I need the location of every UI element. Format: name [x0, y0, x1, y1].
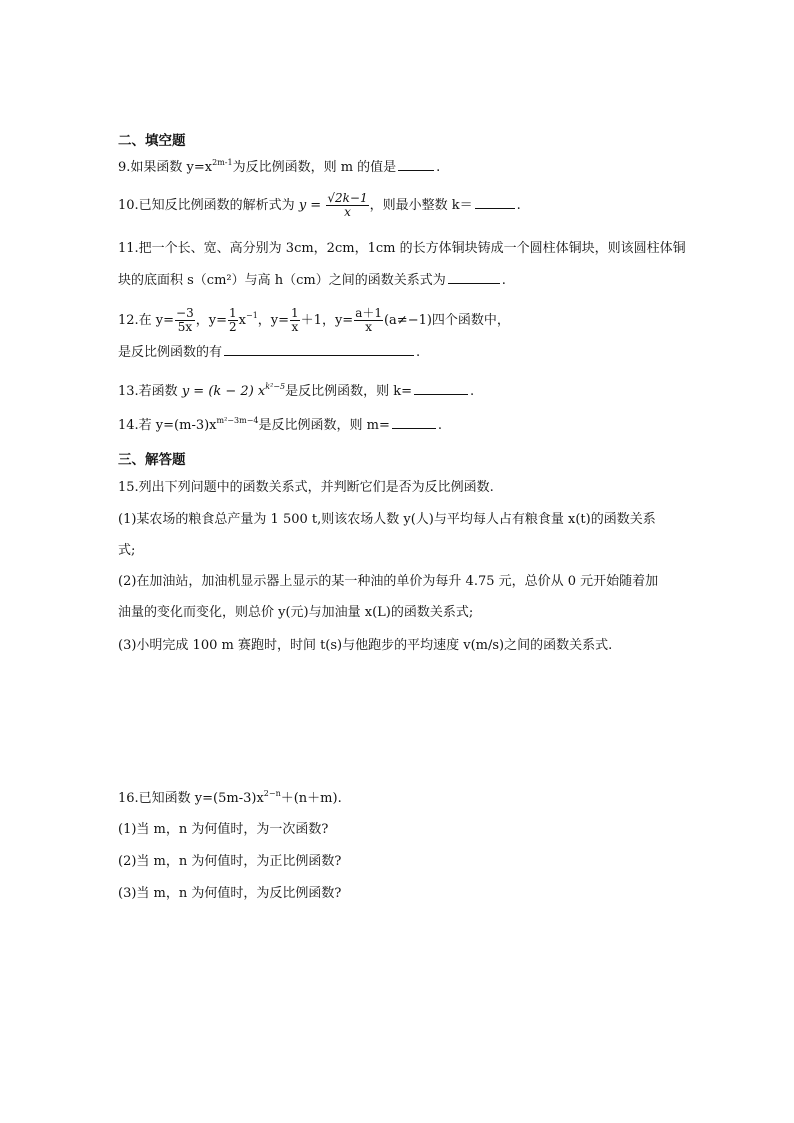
question-16-part-3: (3)当 m，n 为何值时，为反比例函数?	[118, 886, 342, 901]
question-10: 10.已知反比例函数的解析式为 y = $\frac{√2k-1}{x}$ ，则最小整数 k＝ .	[118, 191, 521, 219]
question-11-line-1: 11.把一个长、宽、高分别为 3cm，2cm，1cm 的长方体铜块铸成一个圆柱体铜块，则该圆柱体铜	[118, 241, 686, 256]
question-15-part-1-line-2: 式;	[118, 543, 136, 558]
section-heading-fill-in: 二、填空题	[118, 133, 186, 149]
answer-blank	[414, 382, 468, 395]
answer-blank	[448, 271, 500, 284]
question-16-part-2: (2)当 m，n 为何值时，为正比例函数?	[118, 854, 342, 869]
question-16-title: 16.已知函数 $y=(5m-3)x^{2-n}+(n+m)$.	[118, 789, 342, 806]
question-14: 14.若 $y=(m-3)x^{m^2-3m-4}$是反比例函数，则 m= .	[118, 416, 442, 433]
question-15-part-2-line-1: (2)在加油站，加油机显示器上显示的某一种油的单价为每升 4.75 元，总价从 0 元开始随着加	[118, 574, 659, 589]
section-heading-solve: 三、解答题	[118, 452, 186, 468]
question-11-line-2: 块的底面积 s（cm²）与高 h（cm）之间的函数关系式为 .	[118, 273, 506, 288]
fraction: $\frac{1}{2}$	[229, 306, 237, 334]
question-15-part-3: (3)小明完成 100 m 赛跑时，时间 t(s)与他跑步的平均速度 v(m/s)之间的函数关系式.	[118, 638, 613, 653]
question-15-part-1-line-1: (1)某农场的粮食总产量为 1 500 t,则该农场人数 y(人)与平均每人占有粮食量 x(t)的函数关系	[118, 512, 656, 527]
fraction: $\frac{√2k-1}{x}$	[327, 191, 368, 219]
answer-blank	[392, 416, 436, 429]
question-15-title: 15.列出下列问题中的函数关系式，并判断它们是否为反比例函数.	[118, 480, 494, 495]
fraction: $\frac{a+1}{x}$	[355, 306, 382, 334]
question-16-part-1: (1)当 m，n 为何值时，为一次函数?	[118, 822, 329, 837]
answer-blank	[224, 343, 414, 356]
question-12-line-2: 是反比例函数的有 .	[118, 345, 421, 360]
fraction: $\frac{-3}{5x}$	[176, 306, 194, 334]
question-12-line-1: 12.在 y= $\frac{-3}{5x}$ ，y= $\frac{1}{2}$ $x^{-1}$，y= $\frac{1}{x}$ ＋1，y= $\frac{a+1}{x}$ (a≠−1)四个函数中，	[118, 306, 510, 334]
answer-blank	[475, 196, 515, 209]
question-9: 9.如果函数 $y=x^{2m-1}$为反比例函数，则 m 的值是 .	[118, 158, 441, 175]
question-13: 13.若函数 y = (k − 2) $x^{k^2-5}$是反比例函数，则 k= .	[118, 382, 475, 399]
answer-blank	[398, 158, 434, 171]
fraction: $\frac{1}{x}$	[291, 306, 299, 334]
question-15-part-2-line-2: 油量的变化而变化，则总价 y(元)与加油量 x(L)的函数关系式;	[118, 605, 474, 620]
